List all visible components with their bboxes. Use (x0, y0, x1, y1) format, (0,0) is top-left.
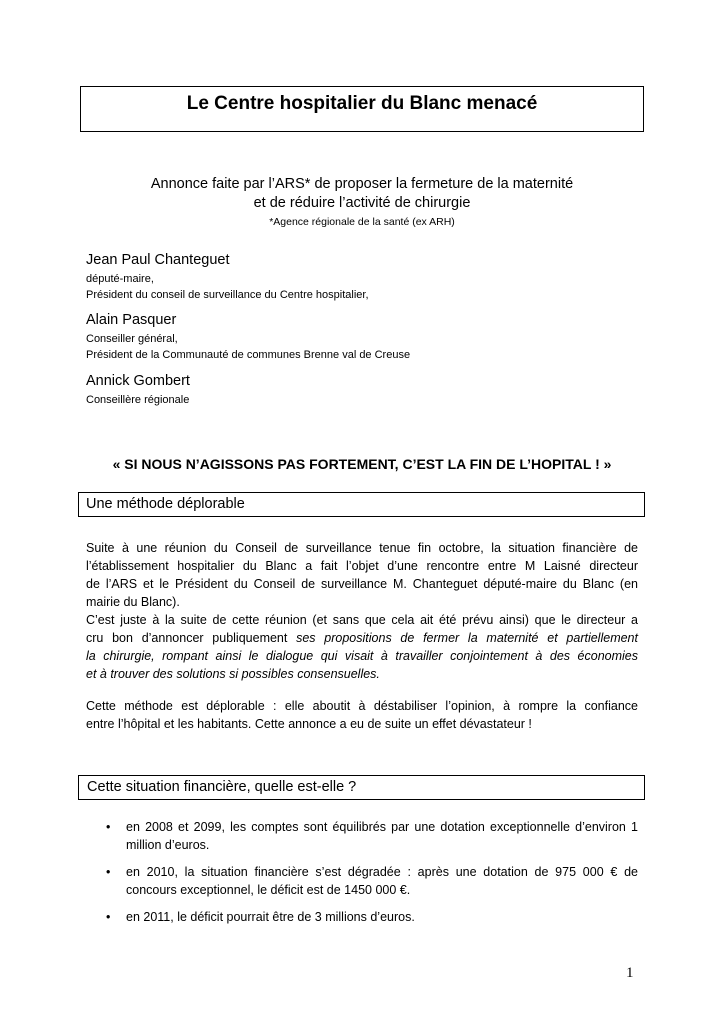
announcement-line-2: et de réduire l’activité de chirurgie (253, 195, 471, 211)
announcement-footnote: *Agence régionale de la santé (ex ARH) (269, 216, 455, 228)
bullet-icon: • (106, 910, 111, 924)
paragraph-line (86, 629, 638, 647)
signatory-role: Président de la Communauté de communes Brenne val de Creuse (86, 349, 411, 361)
signatory-role: député-maire, (86, 273, 154, 285)
signatory-role: Conseiller général, (86, 333, 178, 345)
paragraph-text: cru bon d’annoncer publiquement (86, 631, 297, 645)
list-item (106, 863, 638, 899)
paragraph (86, 697, 638, 733)
list-item-text: en 2010, la situation financière s’est dégradée : après une dotation de 975 000 € de concours exceptionnel, le déficit est de 1450 000 €. (126, 865, 638, 897)
document-title: Le Centre hospitalier du Blanc menacé (186, 93, 538, 114)
paragraph-line (86, 665, 638, 683)
paragraph (86, 539, 638, 683)
list-item (106, 908, 638, 926)
paragraph-line: Cette méthode est déplorable : elle aboutit à déstabiliser l’opinion, à rompre la confiance (86, 699, 638, 713)
bullet-icon: • (106, 865, 111, 879)
paragraph-line: entre l’hôpital et les habitants. Cette annonce a eu de suite un effet dévastateur ! (86, 717, 532, 731)
signatory-role: Président du conseil de surveillance du Centre hospitalier, (86, 289, 369, 301)
list-item-text: en 2011, le déficit pourrait être de 3 millions d’euros. (126, 910, 415, 924)
paragraph-line: C’est juste à la suite de cette réunion (et sans que cela ait été prévu ainsi) que le directeur a (86, 613, 638, 627)
paragraph-line: mairie du Blanc). (86, 595, 180, 609)
paragraph-line: Suite à une réunion du Conseil de surveillance tenue fin octobre, la situation financière de (86, 541, 638, 555)
section-heading: Cette situation financière, quelle est-elle ? (83, 779, 357, 795)
list-item (106, 818, 638, 854)
paragraph-line: de l’ARS et le Président du Conseil de surveillance M. Chanteguet député-maire du Blanc (en (86, 577, 638, 591)
paragraph-line: l’établissement hospitalier du Blanc a fait l’objet d’une rencontre entre M Laisné directeur (86, 559, 638, 573)
list-item-text: en 2008 et 2099, les comptes sont équilibrés par une dotation exceptionnelle d’environ 1 million d’euros. (126, 820, 638, 852)
paragraph-italic-text: et à trouver des solutions si possibles consensuelles. (86, 667, 380, 681)
signatory-name: Jean Paul Chanteguet (86, 252, 230, 268)
section-heading-box (78, 492, 645, 517)
announcement-line-1: Annonce faite par l’ARS* de proposer la fermeture de la maternité (150, 176, 574, 192)
paragraph-line (86, 647, 638, 665)
section-heading: Une méthode déplorable (86, 496, 245, 512)
bullet-icon: • (106, 820, 111, 834)
page-number: 1 (626, 965, 634, 981)
bullet-list (106, 818, 638, 935)
signatory-name: Annick Gombert (86, 373, 190, 389)
paragraph-italic-text: ses propositions de fermer la maternité et partiellement (296, 631, 638, 645)
signatory-name: Alain Pasquer (86, 312, 177, 328)
signatory-role: Conseillère régionale (86, 394, 190, 406)
slogan: « SI NOUS N’AGISSONS PAS FORTEMENT, C’EST LA FIN DE L’HOPITAL ! » (112, 456, 612, 472)
paragraph-italic-text: la chirurgie, rompant ainsi le dialogue qui visait à travailler conjointement à des économies (86, 649, 638, 663)
section-heading-box (78, 775, 645, 800)
